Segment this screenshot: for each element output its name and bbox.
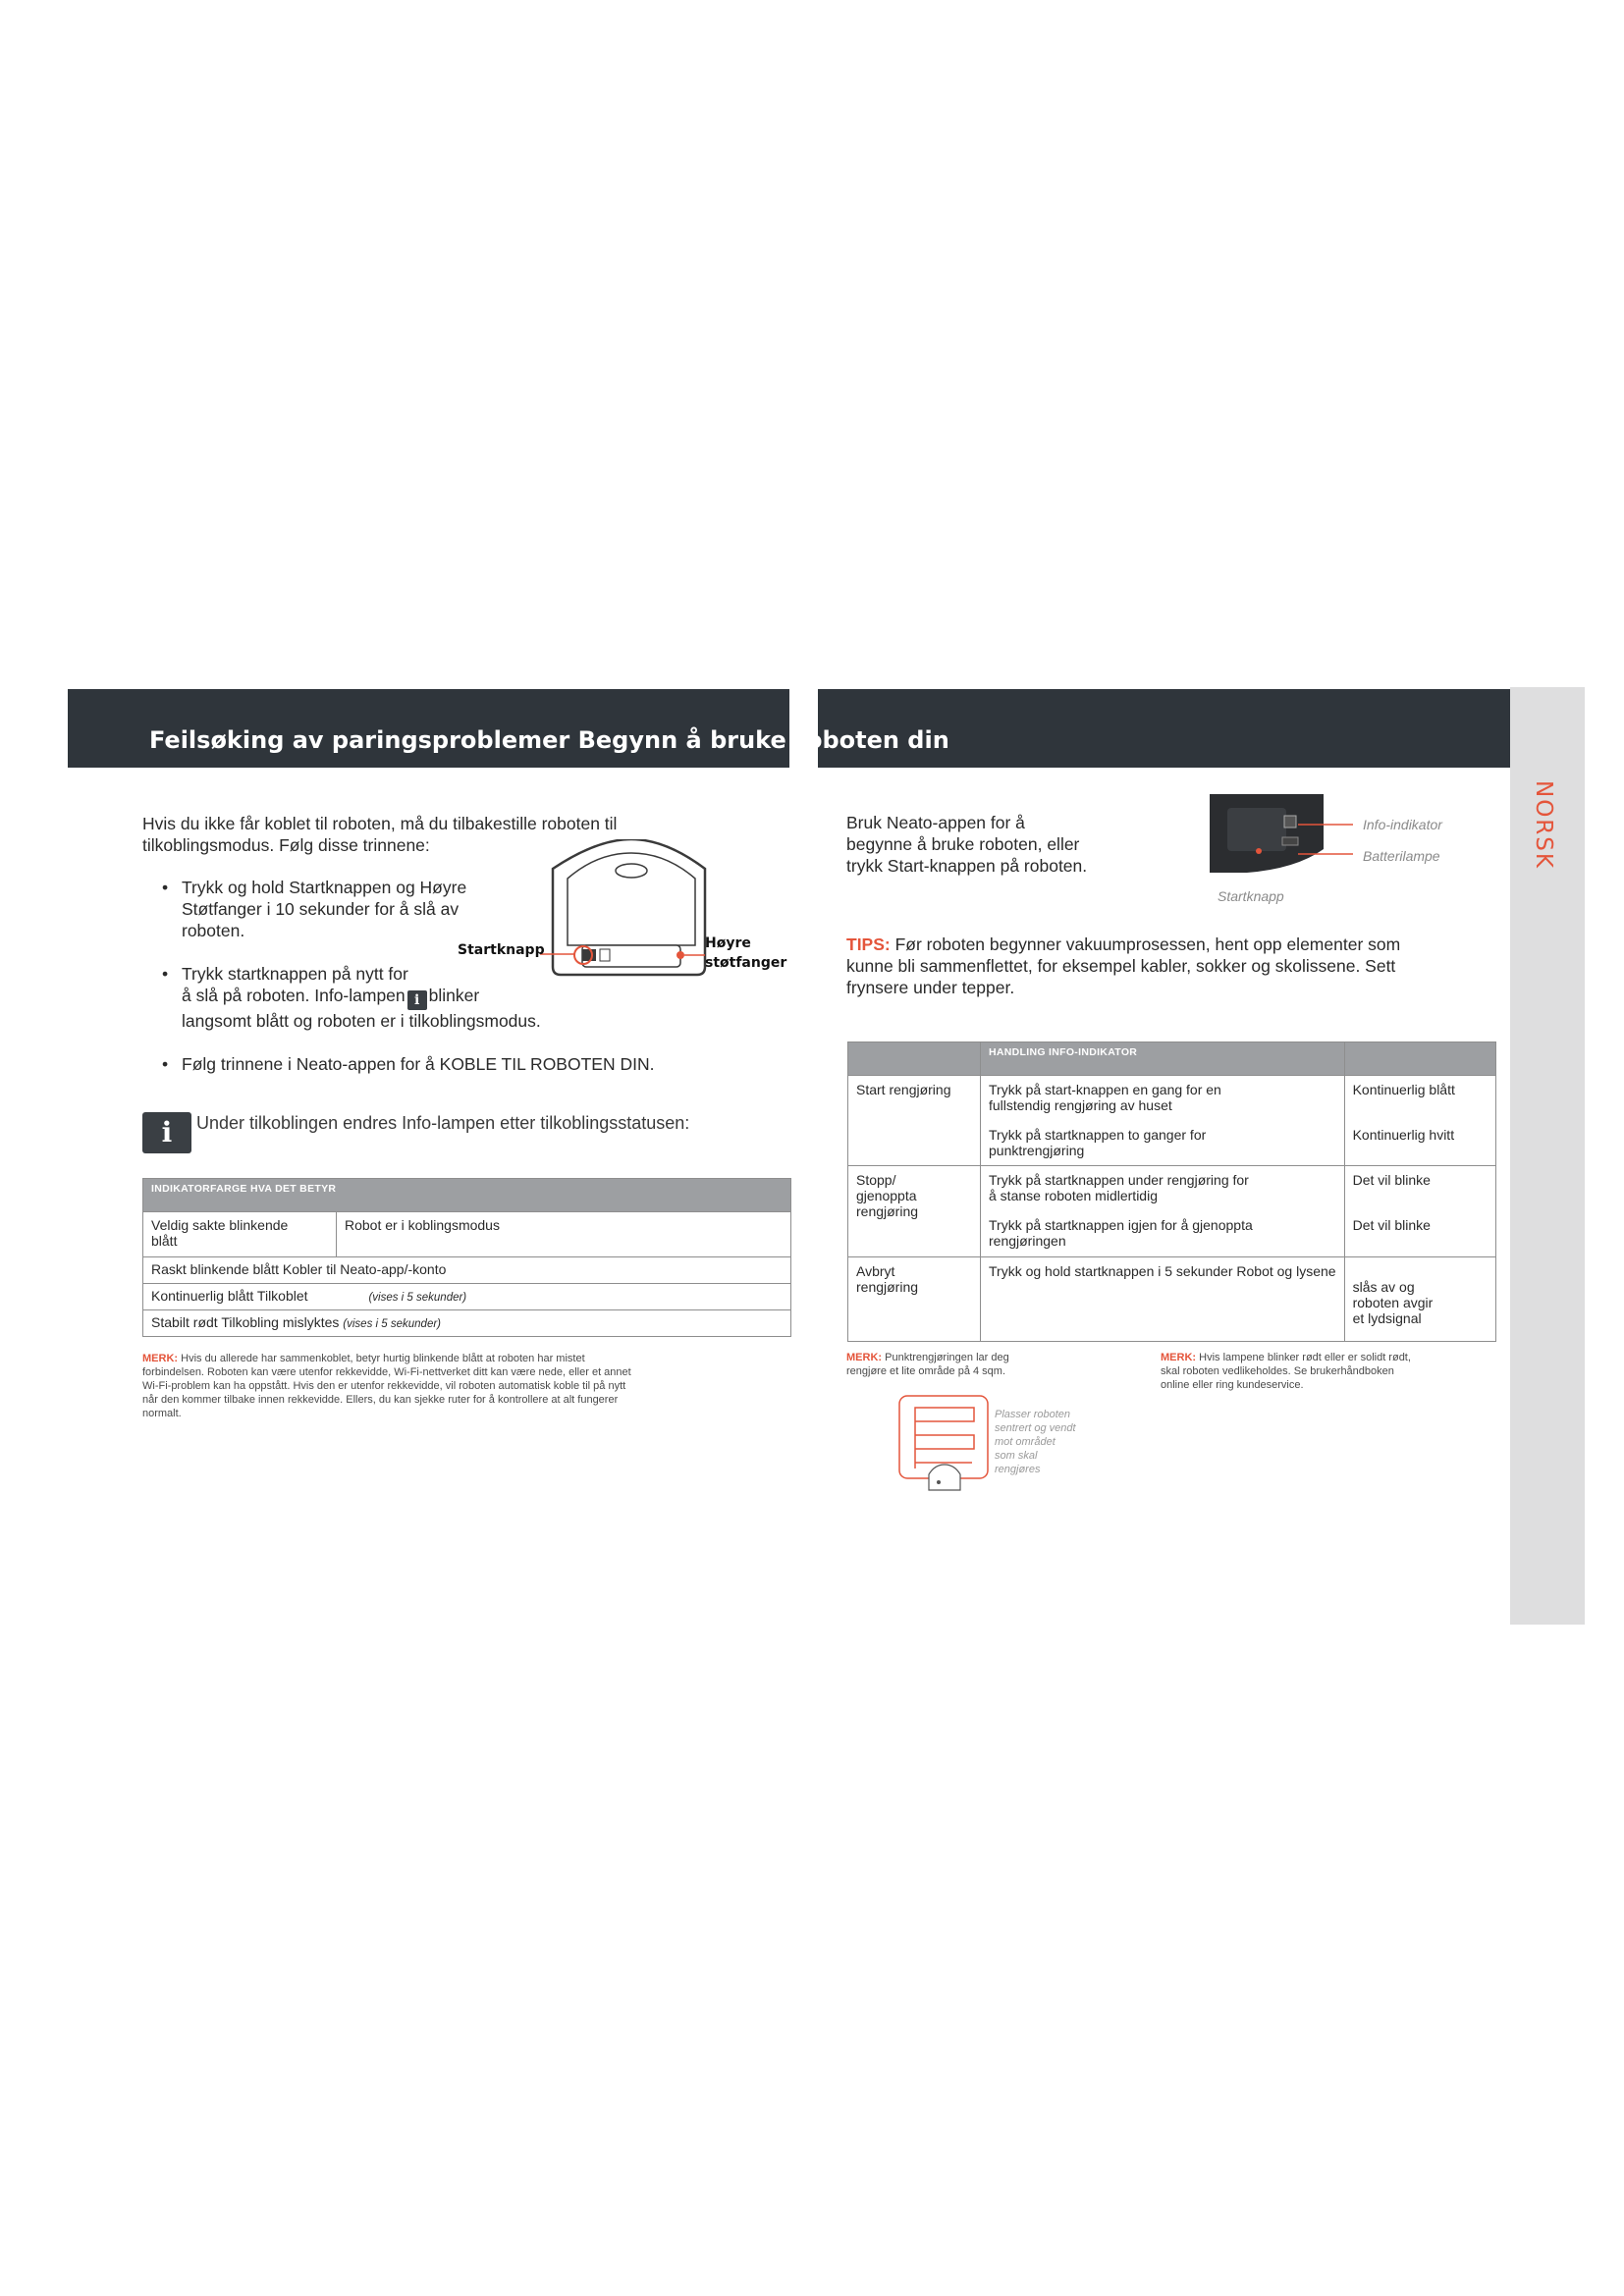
reset-step-1-line-1: • Trykk og hold Startknappen og Høyre (182, 878, 467, 897)
start-button-label: Startknapp (1218, 888, 1284, 904)
r2-handling-line-2: gjenoppta (856, 1188, 917, 1203)
table-cell (848, 1166, 981, 1257)
indicator-table-header: INDIKATORFARGE HVA DET BETYR (143, 1179, 791, 1212)
indicator-color-table (142, 1178, 791, 1337)
table-row (143, 1310, 791, 1337)
diagram-line-4: som skal (995, 1450, 1038, 1462)
left-note (142, 1352, 781, 1420)
robot-front-bumper (582, 945, 680, 967)
diagram-line-5: rengjøres (995, 1464, 1041, 1475)
bumper-callout (705, 934, 786, 973)
left-note-line-2: forbindelsen. Roboten kan være utenfor rekkevidde, Wi-Fi-nettverket ditt kan være nede, eller et annet (142, 1366, 631, 1378)
tips-line-3: frynsere under tepper. (846, 978, 1015, 997)
left-intro-line-2: tilkoblingsmodus. Følg disse trinnene: (142, 835, 430, 855)
table-cell: Trykk og hold startknappen i 5 sekunder Robot og lysene (981, 1257, 1345, 1342)
left-note-label: MERK: (142, 1353, 179, 1364)
right-intro-line-2: begynne å bruke roboten, eller (846, 834, 1080, 854)
right-intro (846, 812, 1170, 877)
bumper-highlight (677, 951, 684, 959)
reset-step-2-line-2b: blinker (428, 986, 480, 1005)
right-note-2-line-2: skal roboten vedlikeholdes. Se brukerhåndboken (1161, 1365, 1394, 1377)
right-intro-line-3: trykk Start-knappen på roboten. (846, 856, 1088, 876)
reset-step-2-line-3: langsomt blått og roboten er i tilkoblingsmodus. (182, 1011, 541, 1031)
start-button-dot (1256, 848, 1262, 854)
table-cell (981, 1076, 1345, 1166)
table-row (848, 1257, 1496, 1342)
table-cell (143, 1310, 791, 1337)
table-cell (143, 1284, 791, 1310)
start-button-callout: Startknapp (458, 942, 545, 958)
battery-lamp-label: Batterilampe (1363, 848, 1440, 864)
right-note-2-line-3: online eller ring kundeservice. (1161, 1379, 1304, 1391)
tips-line-2: kunne bli sammenflettet, for eksempel kabler, sokker og skolissene. Sett (846, 956, 1396, 976)
reset-step-2-line-2a: å slå på roboten. Info-lampen (182, 986, 406, 1005)
table-cell: Raskt blinkende blått Kobler til Neato-app/-konto (143, 1257, 791, 1284)
r3-indicator-line-2: roboten avgir (1352, 1295, 1434, 1310)
r1-indicator-b: Kontinuerlig hvitt (1352, 1127, 1455, 1143)
robot-dot-icon (937, 1480, 941, 1484)
right-note-1-line-1: Punktrengjøringen lar deg (885, 1352, 1009, 1363)
table-cell (1344, 1076, 1495, 1166)
r2-indicator-a: Det vil blinke (1352, 1172, 1431, 1188)
r3-indicator-line-1: slås av og (1352, 1279, 1415, 1295)
table-row (143, 1284, 791, 1310)
table-header-blank-right (1344, 1042, 1495, 1076)
table-cell: Robot er i koblingsmodus (337, 1212, 791, 1257)
table-row (143, 1212, 791, 1257)
r3-handling-line-2: rengjøring (856, 1279, 919, 1295)
info-indicator-label: Info-indikator (1363, 817, 1442, 832)
left-note-line-5: normalt. (142, 1408, 182, 1419)
table-cell (848, 1257, 981, 1342)
r2-action-b-line-1: Trykk på startknappen igjen for å gjenoppta (989, 1217, 1253, 1233)
diagram-line-1: Plasser roboten (995, 1409, 1071, 1420)
r3-handling-line-1: Avbryt (856, 1263, 895, 1279)
r2-action-b-line-2: rengjøringen (989, 1233, 1066, 1249)
info-icon: i (142, 1112, 191, 1153)
right-note-1-line-2: rengjøre et lite område på 4 sqm. (846, 1365, 1006, 1377)
info-indicator-graphic (1284, 816, 1296, 828)
indicator-graphic (600, 949, 610, 961)
r1-action-a-line-1: Trykk på start-knappen en gang for en (989, 1082, 1221, 1097)
row3-note: (vises i 5 sekunder) (368, 1292, 467, 1304)
r1-action-b-line-1: Trykk på startknappen to ganger for (989, 1127, 1207, 1143)
table-cell: Start rengjøring (848, 1076, 981, 1166)
table-cell (143, 1212, 337, 1257)
table-cell (981, 1166, 1345, 1257)
row1-color-line-2: blått (151, 1233, 178, 1249)
right-header-title: Begynn å bruke roboten din (577, 726, 949, 754)
reset-step-3-line: • Følg trinnene i Neato-appen for å KOBLE TIL ROBOTEN DIN. (182, 1054, 655, 1074)
table-row (143, 1257, 791, 1284)
diagram-line-2: sentrert og vendt (995, 1422, 1076, 1434)
tips-label: TIPS: (846, 934, 891, 954)
r2-indicator-b: Det vil blinke (1352, 1217, 1431, 1233)
table-header-blank (848, 1042, 981, 1076)
info-lamp-text: Under tilkoblingen endres Info-lampen etter tilkoblingsstatusen: (196, 1113, 690, 1133)
r2-handling-line-3: rengjøring (856, 1203, 919, 1219)
r2-action-a-line-2: å stanse roboten midlertidig (989, 1188, 1158, 1203)
r3-indicator-line-3: et lydsignal (1352, 1310, 1422, 1326)
r1-action-a-line-2: fullstendig rengjøring av huset (989, 1097, 1172, 1113)
robot-panel (1227, 808, 1286, 851)
right-note-1-label: MERK: (846, 1352, 883, 1363)
action-indicator-table (847, 1041, 1496, 1342)
reset-step-3 (142, 1053, 771, 1075)
right-note-2-line-1: Hvis lampene blinker rødt eller er solidt rødt, (1199, 1352, 1411, 1363)
reset-step-2-line-1: • Trykk startknappen på nytt for (182, 964, 408, 984)
bumper-callout-line-2: støtfanger (705, 955, 787, 971)
header-title (149, 726, 949, 754)
reset-step-1-line-2: Støtfanger i 10 sekunder for å slå av (182, 899, 460, 919)
left-note-line-3: Wi-Fi-problem kan ha oppstått. Hvis den er utenfor rekkevidde, vil roboten automatisk koble til på nytt (142, 1380, 626, 1392)
r2-action-a-line-1: Trykk på startknappen under rengjøring for (989, 1172, 1249, 1188)
row4-note: (vises i 5 sekunder) (343, 1318, 442, 1330)
tips-block (846, 934, 1504, 998)
tips-line-1: Før roboten begynner vakuumprosessen, hent opp elementer som (894, 934, 1401, 954)
start-button-graphic (582, 949, 596, 961)
table-cell (1344, 1166, 1495, 1257)
left-note-line-1: Hvis du allerede har sammenkoblet, betyr hurtig blinkende blått at roboten har mistet (181, 1353, 585, 1364)
info-lamp-icon: i (407, 990, 427, 1010)
spot-cleaning-caption (995, 1408, 1076, 1476)
r1-action-b-line-2: punktrengjøring (989, 1143, 1085, 1158)
r2-handling-line-1: Stopp/ (856, 1172, 896, 1188)
right-note-2 (1161, 1351, 1504, 1392)
left-intro-line-1: Hvis du ikke får koblet til roboten, må du tilbakestille roboten til (142, 814, 618, 833)
table-cell (1344, 1257, 1495, 1342)
reset-step-1-line-3: roboten. (182, 921, 245, 940)
left-note-line-4: når den kommer tilbake innen rekkevidde. Ellers, du kan sjekke ruter for å kontrollere at alt fungerer (142, 1394, 619, 1406)
neato-logo (616, 864, 647, 878)
robot-outline-icon (929, 1465, 960, 1490)
left-header-title: Feilsøking av paringsproblemer (149, 726, 570, 754)
diagram-line-3: mot området (995, 1436, 1056, 1448)
row1-color-line-1: Veldig sakte blinkende (151, 1217, 289, 1233)
bumper-callout-line-1: Høyre (705, 935, 751, 951)
reset-step-2-line-2 (182, 985, 771, 1010)
right-note-2-label: MERK: (1161, 1352, 1197, 1363)
row3-text: Kontinuerlig blått Tilkoblet (151, 1288, 308, 1304)
table-row (848, 1166, 1496, 1257)
language-label: NORSK (1531, 780, 1556, 870)
table-row (848, 1076, 1496, 1166)
r1-indicator-a: Kontinuerlig blått (1352, 1082, 1455, 1097)
right-note-1 (846, 1351, 1131, 1378)
cleaning-path (915, 1408, 974, 1468)
action-table-header: HANDLING INFO-INDIKATOR (981, 1042, 1345, 1076)
right-intro-line-1: Bruk Neato-appen for å (846, 813, 1025, 832)
spot-cleaning-diagram (895, 1392, 994, 1495)
row4-text: Stabilt rødt Tilkobling mislyktes (151, 1314, 340, 1330)
right-callout-lines (1296, 820, 1355, 859)
